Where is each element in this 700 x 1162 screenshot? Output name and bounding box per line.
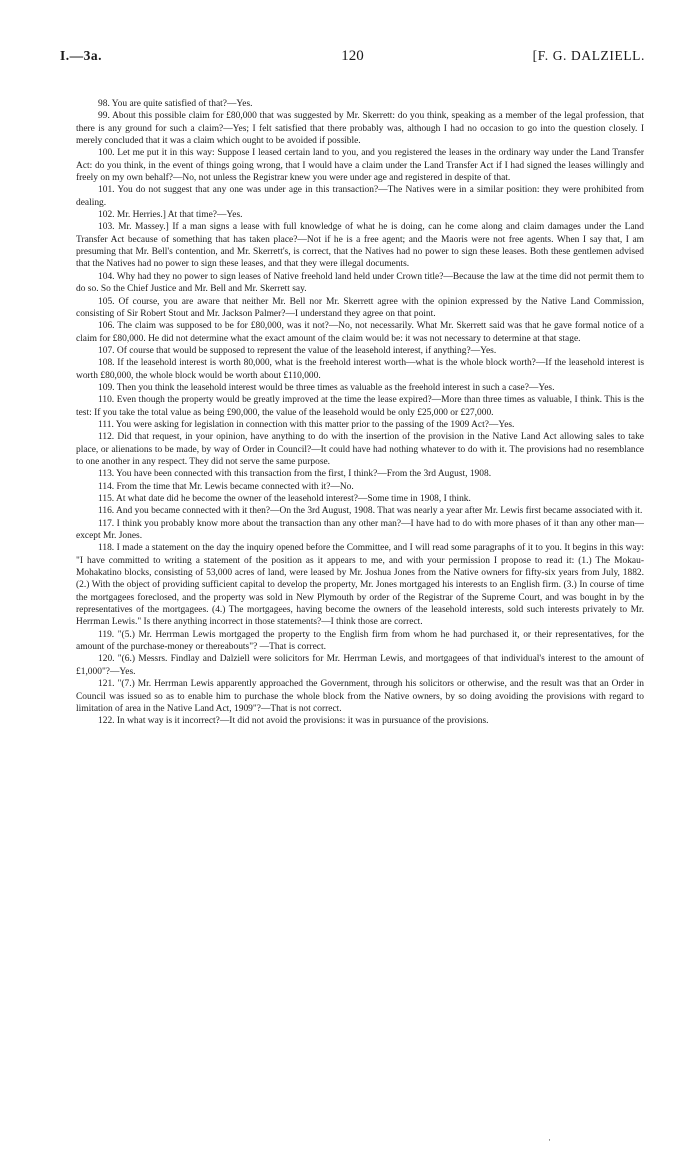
paragraph: 120. "(6.) Messrs. Findlay and Dalziell were solicitors for Mr. Herrman Lewis, and mortgagees of that individual's interest to the amount of £1,000"?—Yes.	[76, 654, 644, 677]
paragraph: 98. You are quite satisfied of that?—Yes.	[98, 99, 253, 109]
paragraph: 114. From the time that Mr. Lewis became connected with it?—No.	[98, 481, 354, 492]
paragraph: 122. In what way is it incorrect?—It did not avoid the provisions: it was in pursuance of the provisions.	[98, 716, 489, 727]
paragraph: 121. "(7.) Mr. Herrman Lewis apparently approached the Government, through his solicitors or otherwise, and the result was that an Order in Council was issued so as to enable him to purchase the whole block from the Native owners, by so doing avoiding the provisions with regard to limitation of area in the Native Land Act, 1909"?—That is not correct.	[76, 679, 644, 714]
paragraph: 111. You were asking for legislation in connection with this matter prior to the passing of the 1909 Act?—Yes.	[98, 419, 515, 430]
witness-name: [F. G. DALZIELL.	[532, 48, 645, 63]
paragraph: 100. Let me put it in this way: Suppose I leased certain land to you, and you registered the leases in the ordinary way under the Land Transfer Act: do you think, in the event of things going wrong, that I would have a claim under the Land Transfer Act if I had signed the leases willingly and freely on my own behalf?—No, not unless the Registrar knew you were under age and registered in despite of that.	[76, 148, 644, 184]
paragraph: 99. About this possible claim for £80,000 that was suggested by Mr. Skerrett: do you think, speaking as a member of the legal profession, that there is any ground for such a claim?—Yes; I felt satisfied that there probably was, although I had no occasion to go into the question closely. I merely concluded that it was a claim which ought to be avoided if possible.	[76, 111, 644, 147]
paragraph: 105. Of course, you are aware that neither Mr. Bell nor Mr. Skerrett agree with the opinion expressed by the Native Land Commission, consisting of Sir Robert Stout and Mr. Jackson Palmer?—I understand they agree on that point.	[76, 296, 644, 319]
paragraph: 117. I think you probably know more about the transaction than any other man?—I have had to do with more phases of it than any other man—except Mr. Jones.	[76, 518, 644, 542]
paragraph: 106. The claim was supposed to be for £80,000, was it not?—No, not necessarily. What Mr. Skerrett said was that he gave formal notice of a claim for £80,000. He did not determine what the exact amount of the claim would be: it was not necessary to determine at that stage.	[76, 321, 644, 344]
paragraph: 107. Of course that would be supposed to represent the value of the leasehold interest, if anything?—Yes.	[98, 345, 497, 356]
scan-speck: ·	[548, 1135, 551, 1145]
paragraph: 109. Then you think the leasehold interest would be three times as valuable as the freehold interest in such a case?—Yes.	[98, 382, 555, 393]
paragraph: 119. "(5.) Mr. Herrman Lewis mortgaged the property to the English firm from whom he had purchased it, or their representatives, for the amount of the purchase-money or thereabouts"? —That is correct.	[76, 629, 644, 653]
paragraph: 115. At what date did he become the owner of the leasehold interest?—Some time in 1908, I think.	[98, 494, 471, 504]
paragraph: 103. Mr. Massey.] If a man signs a lease with full knowledge of what he is doing, can he come along and claim damages under the Land Transfer Act because of something that has taken place?—Not if he is a free agent; and the Maoris were not free agents. When I say that, I am presuming that Mr. Bell's contention, and Mr. Skerrett's, is correct, that the Natives had no power to sign these leases. Both these gentlemen advised that the Natives had no power to sign these leases, and that they were illegal documents.	[76, 222, 644, 270]
document-reference: I.—3a.	[60, 48, 103, 63]
paragraph: 104. Why had they no power to sign leases of Native freehold land held under Crown title?—Because the law at the time did not permit them to do so. So the Chief Justice and Mr. Bell and Mr. Skerrett say.	[76, 271, 644, 295]
paragraph: 116. And you became connected with it then?—On the 3rd August, 1908. That was nearly a year after Mr. Lewis first became associated with it.	[98, 506, 643, 517]
paragraph: 101. You do not suggest that any one was under age in this transaction?—The Natives were in a similar position: they were prohibited from dealing.	[76, 185, 644, 208]
paragraph: 110. Even though the property would be greatly improved at the time the lease expired?—More than three times as valuable, I think. This is the test: If you take the total value as being £90,000, the value of the leasehold would be only £25,000 or £27,000.	[76, 395, 644, 418]
page-header	[60, 48, 645, 68]
paragraph: 113. You have been connected with this transaction from the first, I think?—From the 3rd August, 1908.	[98, 469, 492, 480]
page-number: 120	[341, 48, 364, 64]
paragraph: 102. Mr. Herries.] At that time?—Yes.	[98, 210, 243, 221]
paragraph: 112. Did that request, in your opinion, have anything to do with the insertion of the provision in the Native Land Act allowing sales to take place, or alienations to be made, by way of Order in Council?—It could have had nothing whatever to do with it. The provisions had no resemblance to one another in any respect. They did not serve the same purpose.	[76, 432, 644, 467]
paragraph: 108. If the leasehold interest is worth 80,000, what is the freehold interest worth—what is the whole block worth?—If the leasehold interest is worth £80,000, the whole block would be worth about £110,000.	[76, 358, 644, 381]
transcript-body	[76, 98, 644, 728]
paragraph: 118. I made a statement on the day the inquiry opened before the Committee, and I will read some paragraphs of it to you. It begins in this way: "I have committed to writing a statement of the position as it appears to me, and with your permission I propose to read it: (1.) The Mokau-Mohakatino blocks, consisting of 53,000 acres of land, were leased by Mr. Joshua Jones from the Native owners for fifty-six years from July, 1882. (2.) With the object of providing sufficient capital to develop the property, Mr. Jones mortgaged his interests to an English firm. (3.) In course of time the mortgagees foreclosed, and the property was sold in New Plymouth by order of the Registrar of the Supreme Court, and was bought in by the representatives of the mortgagees. (4.) The mortgagees, having become the owners of the leasehold interests, sold such interests privately to Mr. Herrman Lewis." Is there anything incorrect in those statements?—I think those are correct.	[76, 543, 644, 628]
